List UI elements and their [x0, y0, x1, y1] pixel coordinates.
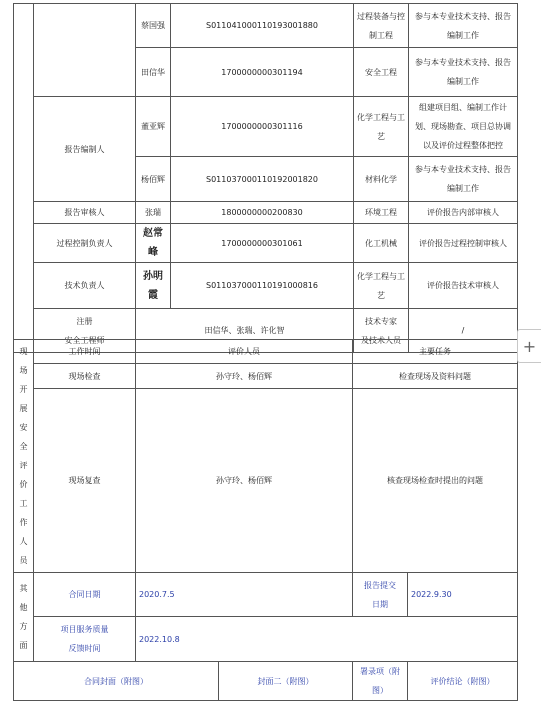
safety-eng-names: 田信华、张瑞、许化智 — [136, 309, 354, 353]
process-ctrl-specialty: 化工机械 — [354, 224, 409, 263]
site-row-time: 现场检查 — [34, 364, 136, 389]
site-row-task: 检查现场及资料问题 — [353, 364, 518, 389]
site-vertical-char: 价 — [19, 480, 28, 489]
left-blank-col — [14, 4, 34, 353]
expert-label-2: 及技术人员 — [361, 335, 401, 345]
staff-name: 蔡国强 — [136, 4, 171, 48]
site-work-table — [13, 339, 518, 573]
staff-cert: 1700000000301194 — [171, 48, 354, 97]
staff-task: 参与本专业技术支持、报告编制工作 — [409, 157, 518, 202]
attachment-contract-cover[interactable]: 合同封面（附图） — [14, 662, 219, 701]
tech-lead-signature: 孙明霞 — [136, 263, 171, 309]
site-vertical-char: 全 — [19, 442, 28, 451]
staff-specialty: 化学工程与工艺 — [354, 97, 409, 157]
reviewer-role: 报告审核人 — [34, 202, 136, 224]
site-vertical-char: 员 — [19, 556, 28, 565]
staff-name: 董亚辉 — [136, 97, 171, 157]
feedback-label — [34, 617, 136, 662]
site-header-task: 主要任务 — [353, 340, 518, 364]
expert-label-1: 技术专家 — [365, 316, 397, 326]
staff-task: 组建项目组、编制工作计划、现场勘查、项目总协调以及评价过程整体把控 — [409, 97, 518, 157]
attachment-record[interactable]: 署录项（附图） — [353, 662, 408, 701]
personnel-table — [13, 3, 518, 353]
staff-specialty: 安全工程 — [354, 48, 409, 97]
site-header-people: 评价人员 — [136, 340, 353, 364]
blank-role-cell — [34, 4, 136, 97]
staff-specialty: 材料化学 — [354, 157, 409, 202]
site-vertical-char: 展 — [19, 404, 28, 413]
process-ctrl-signature: 赵常峰 — [136, 224, 171, 263]
staff-cert: S011041000110193001880 — [171, 4, 354, 48]
contract-date-value: 2020.7.5 — [136, 573, 353, 617]
staff-specialty: 过程装备与控制工程 — [354, 4, 409, 48]
staff-cert: S011037000110192001820 — [171, 157, 354, 202]
other-vertical-char: 他 — [19, 603, 28, 612]
attachment-cover-two[interactable]: 封面二（附图） — [219, 662, 353, 701]
submit-date-label-1: 报告提交 — [364, 580, 396, 590]
process-ctrl-task: 评价报告过程控制审核人 — [409, 224, 518, 263]
site-row-time: 现场复查 — [34, 389, 136, 573]
staff-name: 杨佰辉 — [136, 157, 171, 202]
site-vertical-char: 开 — [19, 385, 28, 394]
tech-lead-role: 技术负责人 — [34, 263, 136, 309]
attachment-conclusion[interactable]: 评价结论（附图） — [408, 662, 518, 701]
site-header-time: 工作时间 — [34, 340, 136, 364]
site-row-people: 孙守玲、杨佰辉 — [136, 389, 353, 573]
staff-cert: 1700000000301116 — [171, 97, 354, 157]
site-vertical-char: 评 — [19, 461, 28, 470]
staff-task: 参与本专业技术支持、报告编制工作 — [409, 4, 518, 48]
site-vertical-char: 作 — [19, 518, 28, 527]
site-vertical-char: 人 — [19, 537, 28, 546]
safety-eng-label-2: 安全工程师 — [64, 335, 105, 345]
report-writer-label: 报告编制人 — [34, 97, 136, 202]
reviewer-task: 评价报告内部审核人 — [409, 202, 518, 224]
safety-eng-label-1: 注册 — [76, 316, 93, 326]
reviewer-specialty: 环境工程 — [354, 202, 409, 224]
add-button[interactable]: + — [517, 329, 541, 363]
tech-lead-cert: S011037000110191000816 — [171, 263, 354, 309]
process-ctrl-cert: 1700000000301061 — [171, 224, 354, 263]
reviewer-cert: 1800000000200830 — [171, 202, 354, 224]
site-row-people: 孙守玲、杨佰辉 — [136, 364, 353, 389]
site-vertical-char: 安 — [19, 423, 28, 432]
feedback-label-2: 反馈时间 — [68, 644, 101, 653]
site-vertical-char: 现 — [19, 347, 28, 356]
other-vertical-char: 方 — [19, 622, 28, 631]
feedback-date-value: 2022.10.8 — [136, 617, 518, 662]
site-vertical-char: 场 — [19, 366, 28, 375]
expert-value: / — [409, 309, 518, 353]
reviewer-name: 张瑞 — [136, 202, 171, 224]
site-row-task: 核查现场检查时提出的问题 — [353, 389, 518, 573]
other-vertical-label — [14, 573, 34, 662]
staff-name: 田信华 — [136, 48, 171, 97]
site-vertical-char: 工 — [19, 499, 28, 508]
submit-date-value: 2022.9.30 — [408, 573, 518, 617]
other-aspects-table — [13, 572, 518, 701]
staff-task: 参与本专业技术支持、报告编制工作 — [409, 48, 518, 97]
process-ctrl-role: 过程控制负责人 — [34, 224, 136, 263]
other-vertical-char: 面 — [19, 641, 28, 650]
other-vertical-char: 其 — [19, 584, 28, 593]
feedback-label-1: 项目服务质量 — [60, 625, 109, 634]
site-vertical-label — [14, 340, 34, 573]
tech-lead-task: 评价报告技术审核人 — [409, 263, 518, 309]
tech-lead-specialty: 化学工程与工艺 — [354, 263, 409, 309]
submit-date-label-2: 日期 — [372, 599, 388, 609]
submit-date-label — [353, 573, 408, 617]
contract-date-label: 合同日期 — [34, 573, 136, 617]
